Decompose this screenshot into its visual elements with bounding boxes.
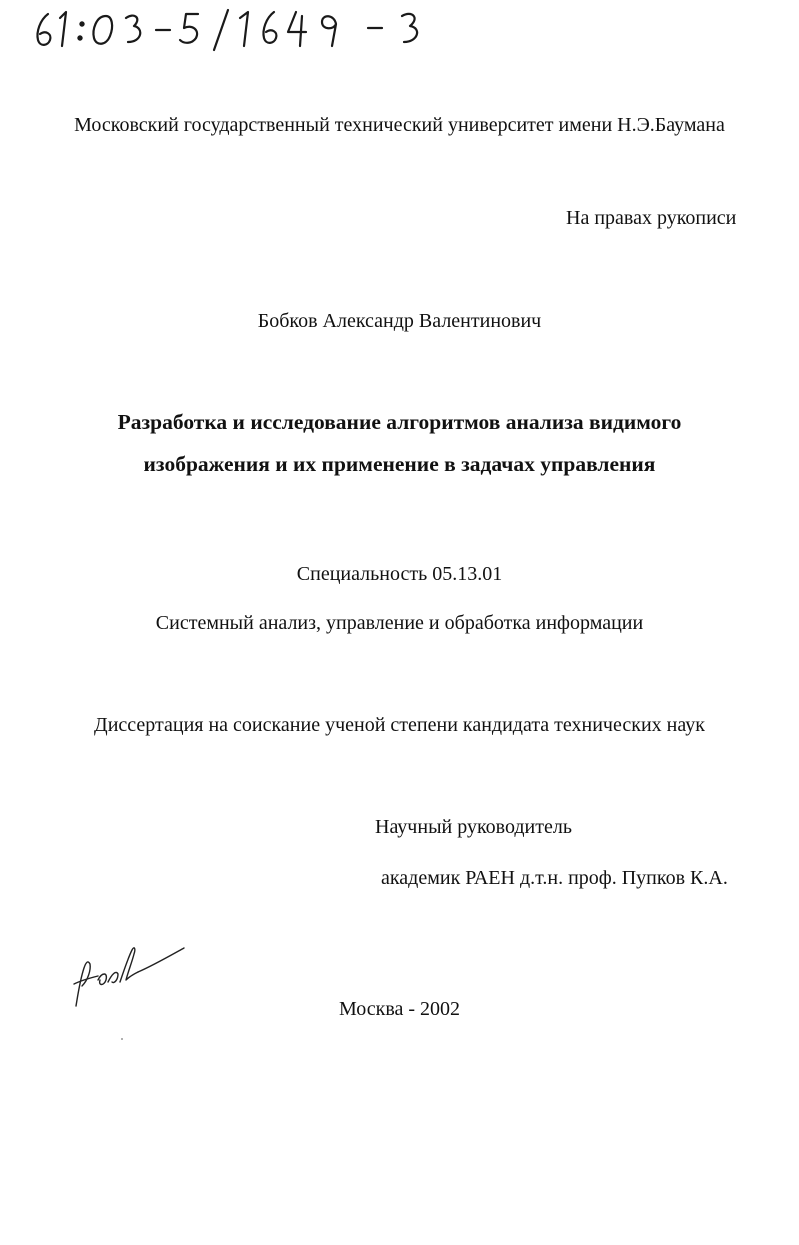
supervisor-label: Научный руководитель <box>375 816 572 838</box>
dissertation-type: Диссертация на соискание ученой степени кандидата технических наук <box>94 714 705 736</box>
supervisor-name: академик РАЕН д.т.н. проф. Пупков К.А. <box>381 867 728 889</box>
paper-speck <box>121 1038 123 1040</box>
institution-name: Московский государственный технический университет имени Н.Э.Баумана <box>74 114 725 136</box>
specialty-code: Специальность 05.13.01 <box>296 563 503 585</box>
handwritten-archive-code <box>30 0 470 56</box>
dissertation-title-line-2: изображения и их применение в задачах управления <box>143 452 656 476</box>
city-and-year: Москва - 2002 <box>338 998 461 1020</box>
dissertation-title-line-1: Разработка и исследование алгоритмов анализа видимого <box>117 410 682 434</box>
specialty-name: Системный анализ, управление и обработка информации <box>155 612 644 634</box>
author-name: Бобков Александр Валентинович <box>257 310 542 332</box>
manuscript-rights-note: На правах рукописи <box>566 207 737 229</box>
